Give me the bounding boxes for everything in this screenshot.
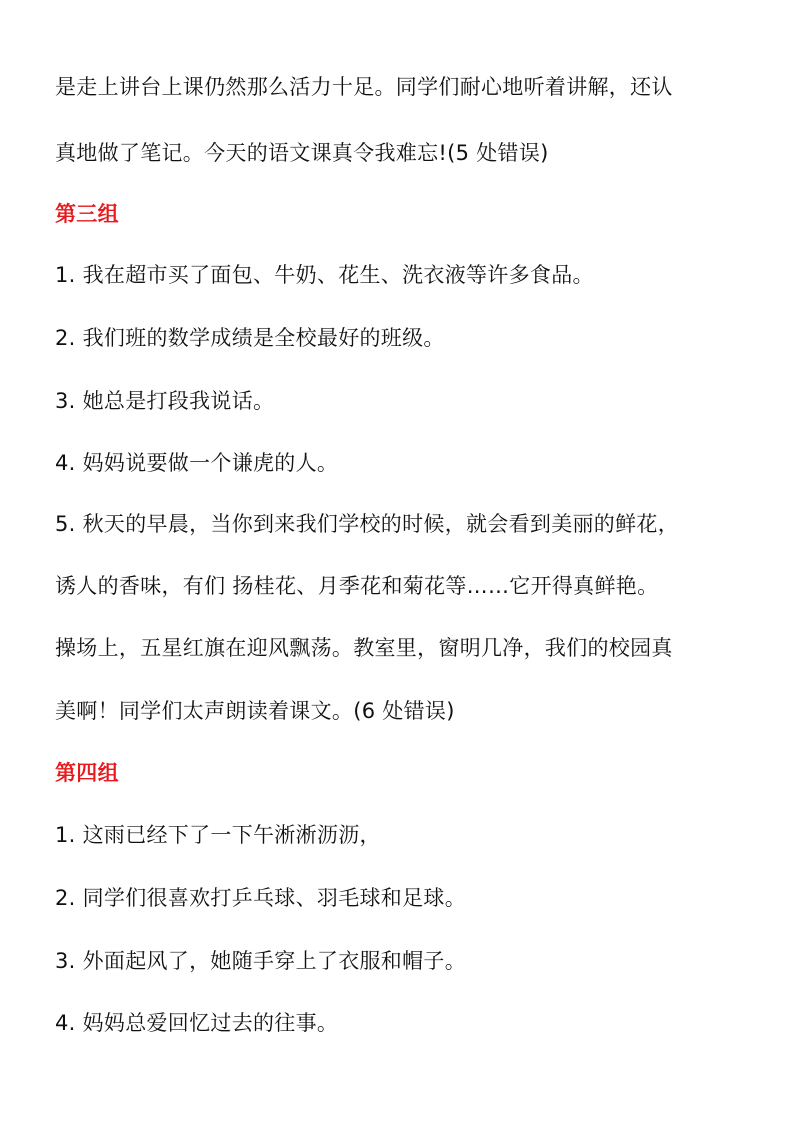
list-item-3-3: 3. 她总是打段我说话。 [55, 389, 275, 413]
list-item-3-2: 2. 我们班的数学成绩是全校最好的班级。 [55, 326, 445, 350]
list-item-3-5-line-3: 操场上，五星红旗在迎风飘荡。教室里，窗明几净，我们的校园真 [55, 636, 673, 660]
list-item-3-4: 4. 妈妈说要做一个谦虎的人。 [55, 451, 339, 475]
list-item-3-5-line-2: 诱人的香味，有们 扬桂花、月季花和菊花等……它开得真鲜艳。 [55, 574, 659, 598]
list-item-3-5-line-1: 5. 秋天的早晨，当你到来我们学校的时候，就会看到美丽的鲜花， [55, 512, 680, 536]
section-heading-group-4: 第四组 [55, 761, 119, 785]
list-item-4-3: 3. 外面起风了，她随手穿上了衣服和帽子。 [55, 949, 467, 973]
paragraph-line-2: 真地做了笔记。今天的语文课真令我难忘!(5 处错误) [55, 141, 549, 165]
list-item-4-1: 1. 这雨已经下了一下午淅淅沥沥， [55, 823, 381, 847]
section-heading-group-3: 第三组 [55, 202, 119, 226]
list-item-4-2: 2. 同学们很喜欢打乒乓球、羽毛球和足球。 [55, 886, 467, 910]
paragraph-line-1: 是走上讲台上课仍然那么活力十足。同学们耐心地听着讲解，还认 [55, 75, 673, 99]
list-item-3-1: 1. 我在超市买了面包、牛奶、花生、洗衣液等许多食品。 [55, 263, 594, 287]
list-item-3-5-line-4: 美啊！同学们太声朗读着课文。(6 处错误) [55, 699, 455, 723]
list-item-4-4: 4. 妈妈总爱回忆过去的往事。 [55, 1011, 339, 1035]
